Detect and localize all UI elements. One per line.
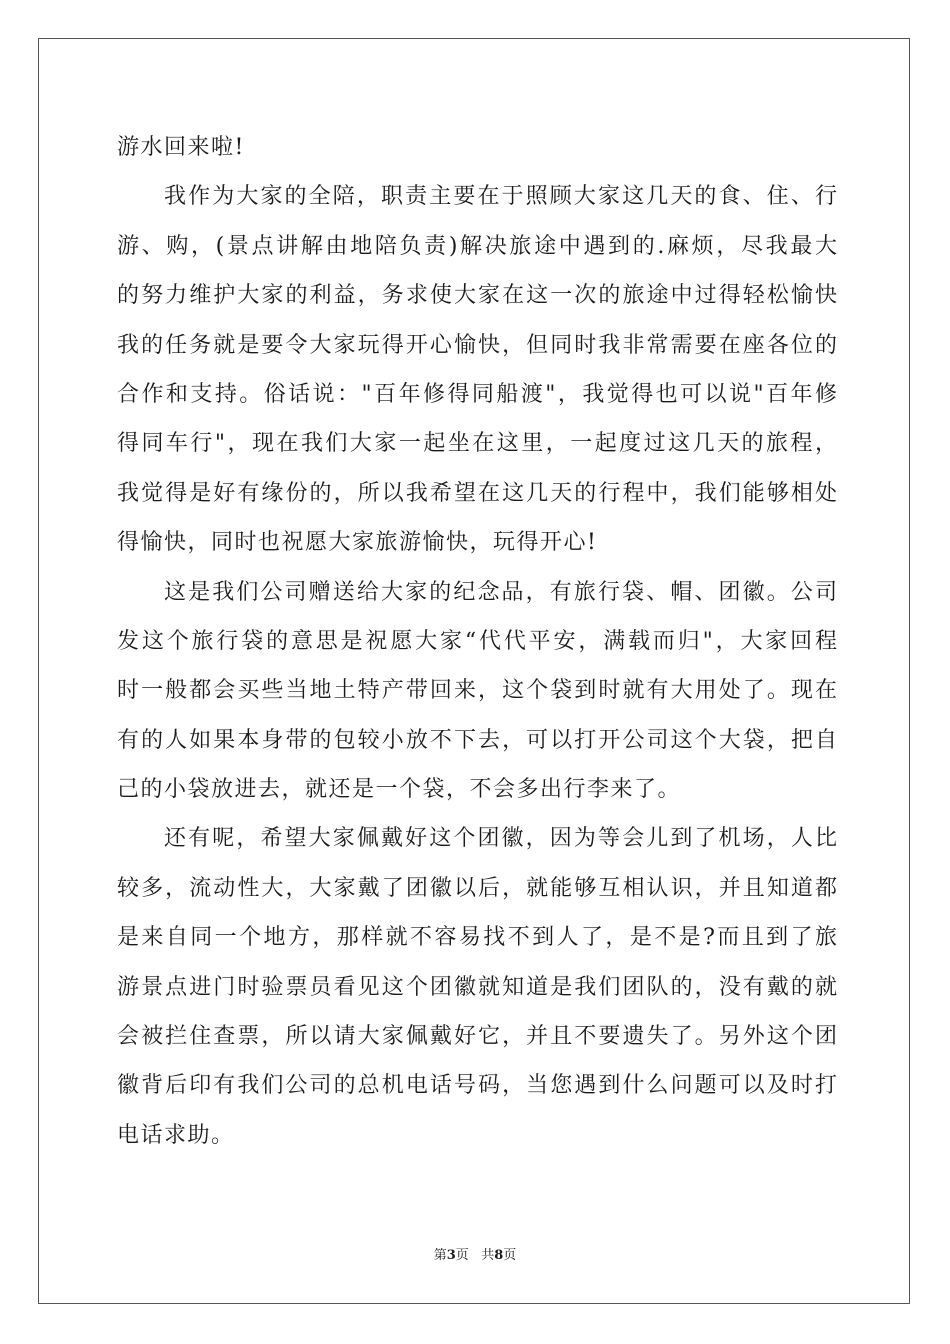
- text-line: 时一般都会买些当地土特产带回来，这个袋到时就有大用处了。现在: [117, 678, 837, 704]
- text-line: 己的小袋放进去，就还是一个袋，不会多出行李来了。: [117, 777, 682, 803]
- text-line: 得愉快，同时也祝愿大家旅游愉快，玩得开心!: [117, 530, 598, 556]
- text-line: 我的任务就是要令大家玩得开心愉快，但同时我非常需要在座各位的: [117, 332, 837, 358]
- document-body: [117, 128, 837, 1165]
- text-line: 得同车行"，现在我们大家一起坐在这里，一起度过这几天的旅程，: [117, 431, 837, 457]
- text-line: 有的人如果本身带的包较小放不下去，可以打开公司这个大袋，把自: [117, 727, 837, 753]
- text-line: 会被拦住查票，所以请大家佩戴好它，并且不要遗失了。另外这个团: [117, 1024, 837, 1050]
- text-line: 我觉得是好有缘份的，所以我希望在这几天的行程中，我们能够相处: [117, 480, 837, 506]
- paragraph-start-line: 还有呢，希望大家佩戴好这个团徽，因为等会儿到了机场，人比: [164, 826, 837, 852]
- text-line: 游水回来啦!: [117, 135, 245, 160]
- text-line: 发这个旅行袋的意思是祝愿大家“代代平安，满载而归"，大家回程: [117, 628, 837, 654]
- page-label-prefix: 第: [433, 1248, 447, 1263]
- total-page-number: 8: [494, 1248, 504, 1263]
- page-label-suffix: 页: [455, 1248, 469, 1263]
- text-line: 电话求助。: [117, 1122, 235, 1148]
- text-line: 是来自同一个地方，那样就不容易找不到人了，是不是?而且到了旅: [117, 925, 837, 951]
- text-line: 较多，流动性大，大家戴了团徽以后，就能够互相认识，并且知道都: [117, 875, 837, 901]
- total-label-prefix: 共: [481, 1248, 495, 1263]
- total-label-suffix: 页: [503, 1248, 517, 1263]
- paragraph-start-line: 这是我们公司赠送给大家的纪念品，有旅行袋、帽、团徽。公司: [164, 579, 837, 605]
- text-line: 的努力维护大家的利益，务求使大家在这一次的旅途中过得轻松愉快: [117, 283, 837, 309]
- text-line: 徽背后印有我们公司的总机电话号码，当您遇到什么问题可以及时打: [117, 1073, 837, 1099]
- text-line: 游、购，(景点讲解由地陪负责)解决旅途中遇到的.麻烦，尽我最大: [117, 233, 837, 259]
- page-footer: [0, 1246, 950, 1266]
- current-page-number: 3: [446, 1248, 456, 1263]
- paragraph-start-line: 我作为大家的全陪，职责主要在于照顾大家这几天的食、住、行: [164, 184, 837, 210]
- text-line: 游景点进门时验票员看见这个团徽就知道是我们团队的，没有戴的就: [117, 974, 837, 1000]
- text-line: 合作和支持。俗话说："百年修得同船渡"，我觉得也可以说"百年修: [117, 381, 837, 407]
